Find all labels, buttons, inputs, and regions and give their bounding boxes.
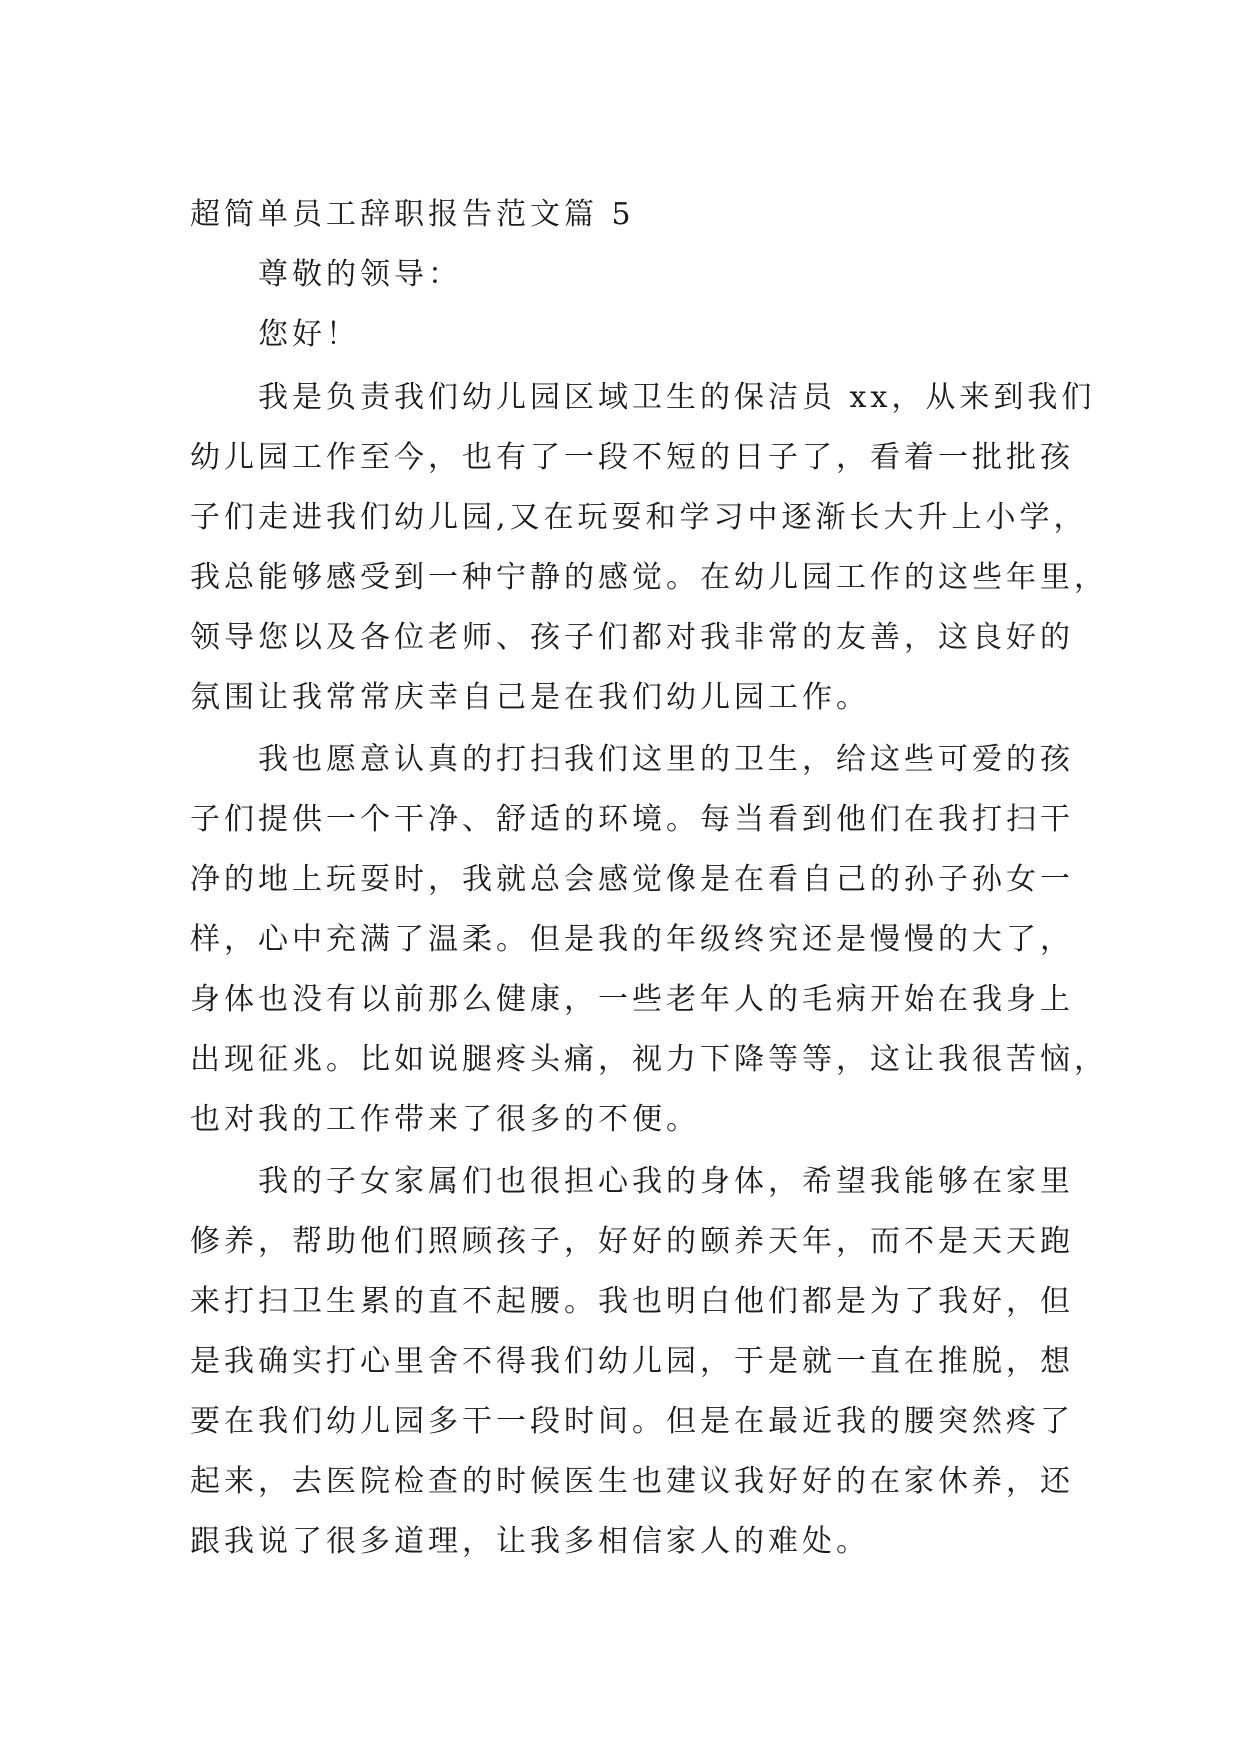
paragraph-1-line-5: 领导您以及各位老师、孩子们都对我非常的友善，这良好的	[190, 620, 1074, 655]
paragraph-2-line-4: 样，心中充满了温柔。但是我的年级终究还是慢慢的大了，	[190, 922, 1074, 957]
paragraph-2-line-5: 身体也没有以前那么健康，一些老年人的毛病开始在我身上	[190, 982, 1074, 1017]
paragraph-2-line-1: 我也愿意认真的打扫我们这里的卫生，给这些可爱的孩	[258, 742, 1074, 777]
paragraph-1-line-4: 我总能够感受到一种宁静的感觉。在幼儿园工作的这些年里，	[190, 560, 1108, 595]
paragraph-2-line-2: 子们提供一个干净、舒适的环境。每当看到他们在我打扫干	[190, 802, 1074, 837]
paragraph-1-line-3: 子们走进我们幼儿园,又在玩耍和学习中逐渐长大升上小学，	[190, 500, 1088, 535]
paragraph-2-line-3: 净的地上玩耍时，我就总会感觉像是在看自己的孙子孙女一	[190, 862, 1074, 897]
paragraph-3-line-1: 我的子女家属们也很担心我的身体，希望我能够在家里	[258, 1164, 1074, 1199]
paragraph-2-line-6: 出现征兆。比如说腿疼头痛，视力下降等等，这让我很苦恼，	[190, 1042, 1108, 1077]
paragraph-3-line-6: 起来，去医院检查的时候医生也建议我好好的在家休养，还	[190, 1464, 1074, 1499]
paragraph-1-line-2: 幼儿园工作至今，也有了一段不短的日子了，看着一批批孩	[190, 440, 1074, 475]
paragraph-3-line-4: 是我确实打心里舍不得我们幼儿园，于是就一直在推脱，想	[190, 1344, 1074, 1379]
paragraph-1-line-1: 我是负责我们幼儿园区域卫生的保洁员 xx，从来到我们	[258, 380, 1096, 415]
document-title: 超简单员工辞职报告范文篇 5	[190, 197, 635, 232]
paragraph-3-line-3: 来打扫卫生累的直不起腰。我也明白他们都是为了我好，但	[190, 1284, 1074, 1319]
paragraph-3-line-2: 修养，帮助他们照顾孩子，好好的颐养天年，而不是天天跑	[190, 1224, 1074, 1259]
salutation: 尊敬的领导：	[258, 257, 462, 292]
paragraph-3-line-7: 跟我说了很多道理，让我多相信家人的难处。	[190, 1524, 870, 1559]
paragraph-1-line-6: 氛围让我常常庆幸自己是在我们幼儿园工作。	[190, 680, 870, 715]
paragraph-2-line-7: 也对我的工作带来了很多的不便。	[190, 1102, 700, 1137]
paragraph-3-line-5: 要在我们幼儿园多干一段时间。但是在最近我的腰突然疼了	[190, 1404, 1074, 1439]
greeting: 您好！	[258, 317, 360, 352]
